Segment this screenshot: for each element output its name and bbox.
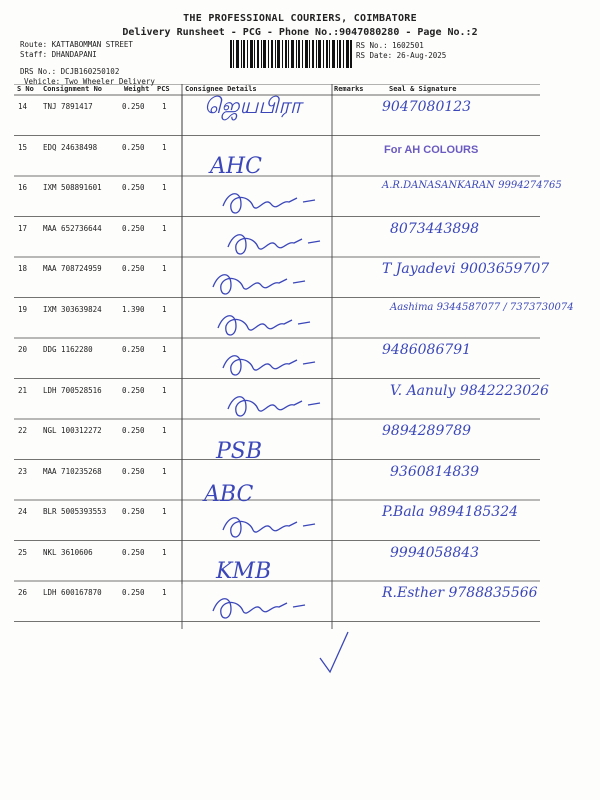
rs-date: RS Date: 26-Aug-2025: [356, 51, 447, 60]
col-header-consignee: Consignee Details: [185, 85, 257, 93]
table-row: [14, 176, 562, 217]
row-pcs: 1: [162, 223, 167, 233]
row-sno: 17: [18, 223, 28, 233]
seal-signature: For AH COLOURS: [384, 143, 479, 156]
table-row: [14, 217, 540, 258]
row-sno: 20: [18, 345, 28, 354]
col-header-weight: Weight: [124, 85, 150, 93]
table-row: [14, 541, 540, 582]
seal-signature: 9047080123: [382, 99, 472, 115]
table-row: [14, 500, 540, 541]
consignee-signature: ஜெயபிரா: [204, 94, 302, 119]
row-weight: 1.390: [122, 304, 145, 314]
row-weight: 0.250: [122, 264, 145, 273]
row-pcs: 1: [162, 183, 167, 192]
seal-signature: P.Bala 9894185324: [382, 504, 519, 520]
row-consignment-no: BLR 5005393553: [43, 507, 107, 516]
table-row: [14, 257, 550, 298]
row-sno: 24: [18, 507, 28, 516]
row-consignment-no: NKL 3610606: [43, 547, 93, 557]
table-row: [14, 460, 540, 507]
row-consignment-no: NGL 100312272: [43, 426, 102, 435]
row-consignment-no: IXM 303639824: [43, 304, 102, 314]
barcode-image: [230, 40, 352, 68]
tick-mark: [318, 628, 358, 678]
row-pcs: 1: [162, 547, 167, 557]
table-row: [14, 419, 540, 464]
row-weight: 0.250: [122, 547, 145, 557]
consignee-signature: PSB: [216, 439, 263, 464]
seal-signature: 9486086791: [382, 342, 472, 358]
col-header-remarks: Remarks: [334, 85, 364, 93]
row-pcs: 1: [162, 264, 167, 273]
row-weight: 0.250: [122, 507, 145, 516]
row-consignment-no: MAA 708724959: [43, 264, 102, 273]
row-sno: 23: [18, 466, 28, 476]
vehicle-line: Vehicle: Two Wheeler Delivery: [24, 77, 155, 86]
row-pcs: 1: [162, 142, 167, 152]
row-weight: 0.250: [122, 183, 145, 192]
row-weight: 0.250: [122, 223, 145, 233]
row-pcs: 1: [162, 507, 167, 516]
row-sno: 14: [18, 102, 28, 111]
runsheet-subtitle: Delivery Runsheet - PCG - Phone No.:9047080280 - Page No.:2: [122, 27, 478, 38]
row-pcs: 1: [162, 466, 167, 476]
row-pcs: 1: [162, 102, 167, 111]
consignee-signature: ABC: [204, 481, 254, 507]
col-header-seal: Seal & Signature: [389, 85, 457, 93]
row-weight: 0.250: [122, 466, 145, 476]
row-sno: 25: [18, 547, 28, 557]
seal-signature: 8073443898: [390, 220, 480, 237]
row-weight: 0.250: [122, 142, 145, 152]
company-title: THE PROFESSIONAL COURIERS, COIMBATORE: [183, 13, 417, 24]
seal-signature: 9360814839: [390, 463, 480, 480]
row-weight: 0.250: [122, 102, 145, 111]
rs-number: RS No.: 1602501: [356, 41, 424, 50]
row-consignment-no: IXM 508891601: [43, 183, 102, 192]
row-pcs: 1: [162, 588, 167, 597]
row-sno: 19: [18, 304, 28, 314]
row-pcs: 1: [162, 345, 167, 354]
row-sno: 22: [18, 426, 28, 435]
row-sno: 26: [18, 588, 28, 597]
row-consignment-no: MAA 710235268: [43, 466, 102, 476]
seal-signature: 9994058843: [390, 544, 480, 561]
col-header-pcs: PCS: [157, 85, 170, 93]
table-row: [14, 581, 540, 622]
row-sno: 18: [18, 264, 28, 273]
seal-signature: 9894289789: [382, 423, 472, 439]
drs-line: DRS No.: DCJB160250102: [20, 67, 120, 76]
seal-signature: A.R.DANASANKARAN 9994274765: [382, 180, 562, 191]
row-weight: 0.250: [122, 588, 145, 597]
table-row: [14, 379, 549, 420]
row-sno: 15: [18, 142, 28, 152]
header-left-meta: [20, 40, 155, 87]
table-row: [14, 95, 540, 136]
row-weight: 0.250: [122, 385, 145, 395]
runsheet-table: [14, 84, 574, 629]
row-weight: 0.250: [122, 345, 145, 354]
row-consignment-no: EDQ 24638498: [43, 142, 98, 152]
consignee-signature: KMB: [216, 558, 272, 584]
seal-signature: V. Aanuly 9842223026: [390, 382, 549, 399]
consignee-signature-scribble: [209, 591, 319, 627]
col-header-sno: S No: [17, 85, 34, 93]
row-sno: 16: [18, 183, 28, 192]
row-consignment-no: LDH 700528516: [43, 385, 102, 395]
row-pcs: 1: [162, 426, 167, 435]
row-pcs: 1: [162, 385, 167, 395]
row-sno: 21: [18, 385, 28, 395]
row-pcs: 1: [162, 304, 167, 314]
table-row: [14, 298, 574, 339]
row-consignment-no: MAA 652736644: [43, 223, 102, 233]
row-consignment-no: TNJ 7891417: [43, 102, 93, 111]
row-consignment-no: LDH 600167870: [43, 588, 102, 597]
header-right-meta: [356, 41, 446, 61]
route-line: Route: KATTABOMMAN STREET: [20, 40, 133, 49]
table-row: [14, 136, 540, 177]
table-row: [14, 338, 540, 379]
row-consignment-no: DDG 1162280: [43, 345, 93, 354]
consignee-signature: AHC: [210, 153, 262, 179]
col-header-consignment: Consignment No: [43, 85, 103, 93]
seal-signature: T Jayadevi 9003659707: [382, 261, 550, 277]
seal-signature: Aashima 9344587077 / 7373730074: [390, 301, 574, 313]
staff-line: Staff: DHANDAPANI: [20, 50, 97, 59]
row-weight: 0.250: [122, 426, 145, 435]
seal-signature: R.Esther 9788835566: [382, 585, 538, 601]
